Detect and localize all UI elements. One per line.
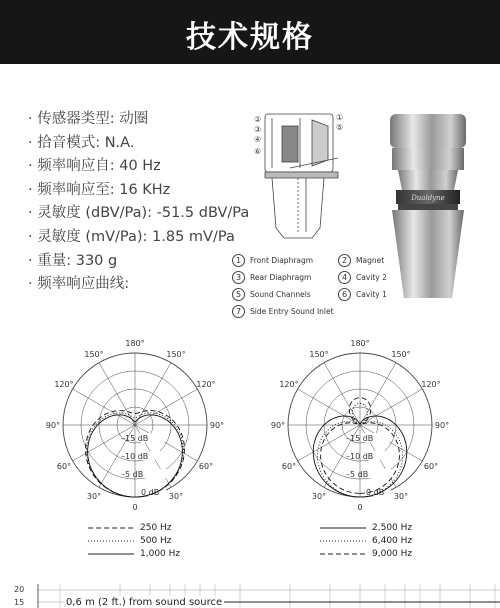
legend-item-6: 6 Cavity 1 bbox=[338, 288, 387, 301]
polar2-angle-label: 120° bbox=[421, 380, 441, 389]
legend-item-2: 2 Magnet bbox=[338, 254, 384, 267]
polar2-angle-label: 90° bbox=[270, 421, 286, 430]
polar2-db-label: 0 dB bbox=[366, 488, 385, 497]
callout-1: ① bbox=[336, 113, 344, 122]
spec-freq-from: · 频率响应自: 40 Hz bbox=[28, 158, 161, 175]
spec-pickup-pattern: · 拾音模式: N.A. bbox=[28, 134, 135, 151]
polar1-db-label: –15 dB bbox=[121, 434, 149, 443]
spec-list bbox=[28, 108, 258, 297]
freq-annotation: 0,6 m (2 ft.) from sound source bbox=[66, 597, 223, 608]
polar-chart-high-svg bbox=[245, 330, 475, 518]
polar2-angle-label: 150° bbox=[309, 349, 329, 359]
polar1-angle-label: 0 bbox=[132, 503, 138, 512]
legend-item-7: 7 Side Entry Sound Inlet bbox=[232, 305, 334, 318]
polar1-db-label: 0 dB bbox=[141, 488, 160, 497]
polar-chart-high bbox=[245, 330, 475, 518]
polar2-angle-label: 60° bbox=[423, 462, 439, 471]
freq-ytick-20: 20 bbox=[14, 585, 25, 594]
legend-item-4: 4 Cavity 2 bbox=[338, 271, 387, 284]
polar2-angle-label: 120° bbox=[279, 380, 299, 389]
spec-transducer-type: · 传感器类型: 动圈 bbox=[28, 111, 149, 127]
polar-legend-low bbox=[88, 521, 180, 560]
callout-3: ③ bbox=[254, 125, 262, 134]
page-title: 技术规格 bbox=[186, 20, 314, 55]
mic-brand-logo: Dualdyne bbox=[411, 194, 445, 202]
legend-item-1: 1 Front Diaphragm bbox=[232, 254, 313, 267]
polar1-angle-label: 90° bbox=[209, 421, 225, 430]
polar2-spoke bbox=[360, 363, 396, 425]
polar1-angle-label: 30° bbox=[86, 492, 102, 502]
polar1-db-label: –5 dB bbox=[121, 470, 144, 479]
polar1-angle-label: 30° bbox=[168, 492, 184, 502]
frequency-response-chart bbox=[0, 580, 500, 608]
polar2-spoke bbox=[360, 389, 422, 425]
polar-chart-low-svg bbox=[20, 330, 250, 518]
polar1-angle-label: 150° bbox=[166, 349, 186, 359]
polar2-angle-label: 150° bbox=[391, 349, 411, 359]
legend-500hz: 500 Hz bbox=[140, 535, 172, 546]
polar1-angle-label: 60° bbox=[56, 462, 72, 471]
polar2-angle-label: 30° bbox=[393, 492, 409, 502]
page-header bbox=[0, 0, 500, 64]
legend-item-3: 3 Rear Diaphragm bbox=[232, 271, 311, 284]
legend-1000hz: 1,000 Hz bbox=[140, 548, 181, 559]
polar2-db-label: –5 dB bbox=[346, 470, 369, 479]
polar2-angle-label: 180° bbox=[350, 339, 370, 348]
polar-chart-low bbox=[20, 330, 250, 518]
freq-ytick-15: 15 bbox=[14, 598, 25, 607]
polar2-angle-label: 30° bbox=[311, 492, 327, 502]
legend-2500hz: 2,500 Hz bbox=[372, 522, 413, 533]
polar2-db-label: –10 dB bbox=[346, 452, 374, 461]
callout-6: ⑥ bbox=[254, 147, 262, 156]
spec-weight: · 重量: 330 g bbox=[28, 252, 118, 269]
spec-sensitivity-dbv: · 灵敏度 (dBV/Pa): -51.5 dBV/Pa bbox=[28, 205, 250, 222]
polar1-angle-label: 120° bbox=[54, 380, 74, 389]
polar2-spoke bbox=[324, 363, 360, 425]
spec-freq-curve: · 频率响应曲线: bbox=[28, 276, 130, 293]
polar1-db-label: –10 dB bbox=[121, 452, 149, 461]
polar1-angle-label: 120° bbox=[196, 380, 216, 389]
polar2-angle-label: 90° bbox=[434, 421, 450, 430]
polar2-db-label: –15 dB bbox=[346, 434, 374, 443]
spec-freq-to: · 频率响应至: 16 KHz bbox=[28, 181, 171, 198]
polar1-spoke bbox=[135, 363, 171, 425]
legend-250hz: 250 Hz bbox=[140, 522, 172, 533]
callout-2: ② bbox=[254, 115, 262, 124]
legend-item-5: 5 Sound Channels bbox=[232, 288, 311, 301]
polar1-angle-label: 180° bbox=[125, 339, 145, 348]
polar2-angle-label: 60° bbox=[281, 462, 297, 471]
polar-legend-high bbox=[320, 521, 412, 560]
polar1-spoke bbox=[99, 363, 135, 425]
legend-6400hz: 6,400 Hz bbox=[372, 535, 413, 546]
cutaway-diagram bbox=[252, 108, 352, 243]
callout-4: ④ bbox=[254, 135, 262, 144]
polar2-spoke bbox=[298, 389, 360, 425]
polar1-angle-label: 60° bbox=[198, 462, 214, 471]
spec-sensitivity-mv: · 灵敏度 (mV/Pa): 1.85 mV/Pa bbox=[28, 228, 235, 245]
callout-5: ⑤ bbox=[336, 123, 344, 132]
legend-9000hz: 9,000 Hz bbox=[372, 548, 413, 559]
diagram-legend bbox=[232, 254, 432, 324]
polar1-angle-label: 90° bbox=[45, 421, 61, 430]
polar2-angle-label: 0 bbox=[357, 503, 363, 512]
polar1-angle-label: 150° bbox=[84, 349, 104, 359]
